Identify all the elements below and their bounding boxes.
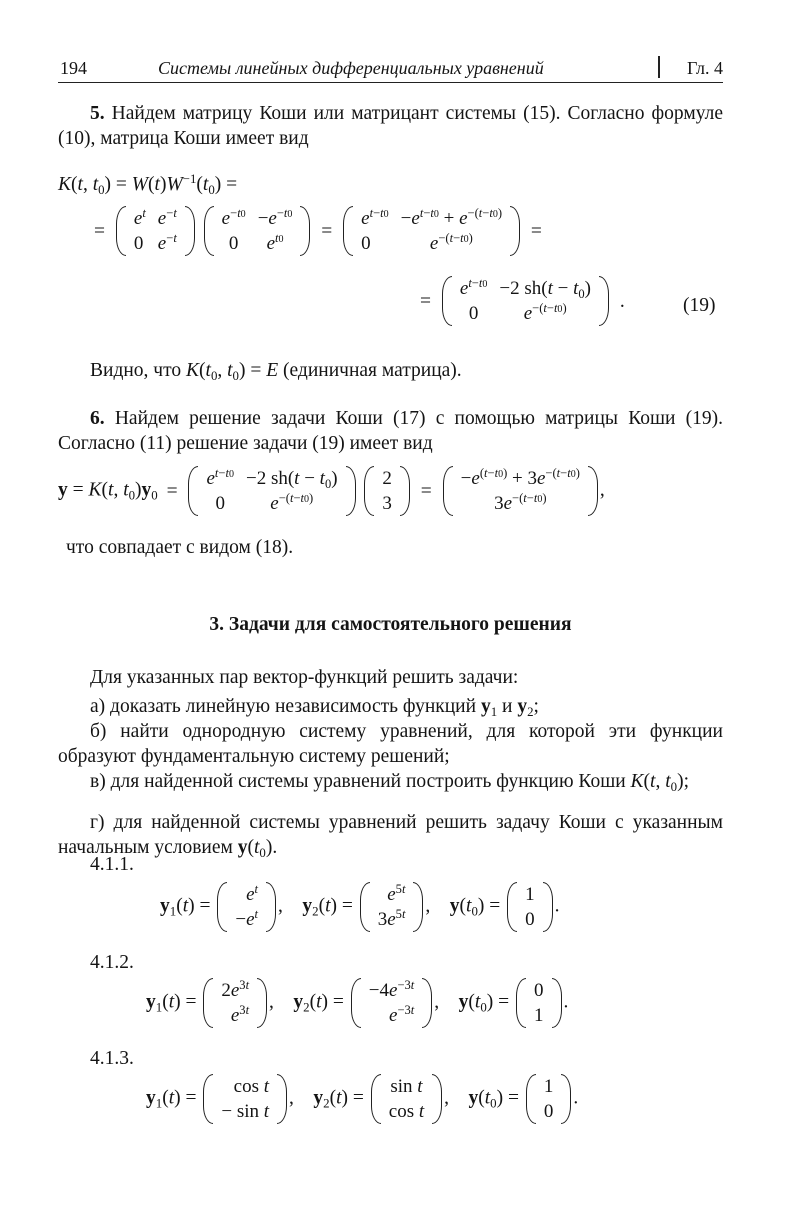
- cauchy-solution-equation: y = K(t, $t_0)y_0$ = $e^{t-t0}$ −2 $sh(t - t_0)$ 0 $e^{-(t-t0)}$ 2 3 = $-e^{(t-t0)} + 3e^{-(t-t0)}$ $3e^{-(t-t0)}$ ,: [58, 466, 605, 514]
- chapter-label: Гл. 4: [686, 58, 723, 78]
- task-a: а) доказать линейную независимость функций $y_1$ и $y_2$;: [90, 696, 539, 719]
- identity-note: Видно, что $K(t_0$, $t_0) = E$ (единичная матрица).: [90, 360, 462, 383]
- problem-4-1-1-label: 4.1.1.: [90, 854, 134, 875]
- section-3-intro: Для указанных пар вектор-функций решить задачи:: [90, 667, 519, 688]
- problem-4-1-3-label: 4.1.3.: [90, 1048, 134, 1069]
- matrix-product-result: $e^{t-t0}$ $-e^{t-t0} + e^{-(t-t0)}$ 0 $e^{-(t-t0)}$: [343, 206, 520, 256]
- equation-number-19: (19): [683, 295, 716, 316]
- page-number: 194: [60, 58, 87, 78]
- task-v: в) для найденной системы уравнений построить функцию Коши K(t, $t_0$);: [90, 771, 689, 794]
- header-divider: [658, 56, 660, 78]
- problem-4-1-2-label: 4.1.2.: [90, 952, 134, 973]
- task-b: б) найти однородную систему уравнений, для которой эти функции образуют фундаментальную систему решений;: [58, 721, 723, 767]
- problem-4-1-2-formula: $y_1(t)$ = $2e^{3t}$ $e^{3t}$ , $y_2(t)$ = $-4e^{-3t}$ $e^{-3t}$ , $y(t_0)$ = 0 1 .: [146, 978, 569, 1026]
- cauchy-matrix-definition: K(t, $t_0) = W(t)W^{-1}(t_0)$ =: [58, 171, 238, 197]
- running-header: [58, 56, 723, 83]
- item-5-text: Найдем матрицу Коши или матрицант системы (15). Согласно формуле (10), матрица Коши имеет вид: [58, 103, 723, 149]
- item-5-paragraph: [58, 101, 723, 151]
- matrix-K: $e^{t-t0}$ −2 $sh(t - t_0)$ 0 $e^{-(t-t0)}$: [442, 276, 609, 326]
- item-6-conclusion: что совпадает с видом (18).: [66, 537, 294, 558]
- item-6-number: 6.: [90, 408, 105, 429]
- running-title: Системы линейных дифференциальных уравнений: [158, 58, 544, 78]
- item-6-paragraph: [58, 406, 723, 456]
- item-5-number: 5.: [90, 103, 105, 124]
- matrix-product-line: = $e^t$ $e^{-t}$ 0 $e^{-t}$ $e^{-t0}$ $-e^{-t0}$ 0 $e^{t0}$ = $e^{t-t0}$ $-e^{t-t0} + e^{-(t-t0)}$ 0 $e^{-(t-t0)}$ =: [94, 206, 542, 254]
- problem-4-1-1-formula: $y_1(t)$ = $e^t$ $-e^t$ , $y_2(t)$ = $e^{5t}$ $3e^{5t}$ , $y(t_0)$ = 1 0 .: [160, 882, 560, 930]
- cauchy-matrix-result: = $e^{t-t0}$ −2 $sh(t - t_0)$ 0 $e^{-(t-t0)}$ .: [420, 276, 625, 324]
- task-g: г) для найденной системы уравнений решить задачу Коши с указанным начальным условием $y(t_0)$.: [58, 812, 723, 860]
- matrix-W: $e^t$ $e^{-t}$ 0 $e^{-t}$: [116, 206, 195, 256]
- problem-4-1-3-formula: $y_1(t)$ = cos t − sin t , $y_2(t)$ = sin t cos t , $y(t_0)$ = 1 0 .: [146, 1076, 579, 1122]
- item-6-text: Найдем решение задачи Коши (17) с помощью матрицы Коши (19). Согласно (11) решение задачи (19) имеет вид: [58, 408, 723, 454]
- matrix-W-inverse: $e^{-t0}$ $-e^{-t0}$ 0 $e^{t0}$: [204, 206, 311, 256]
- section-3-title: 3. Задачи для самостоятельного решения: [209, 614, 572, 635]
